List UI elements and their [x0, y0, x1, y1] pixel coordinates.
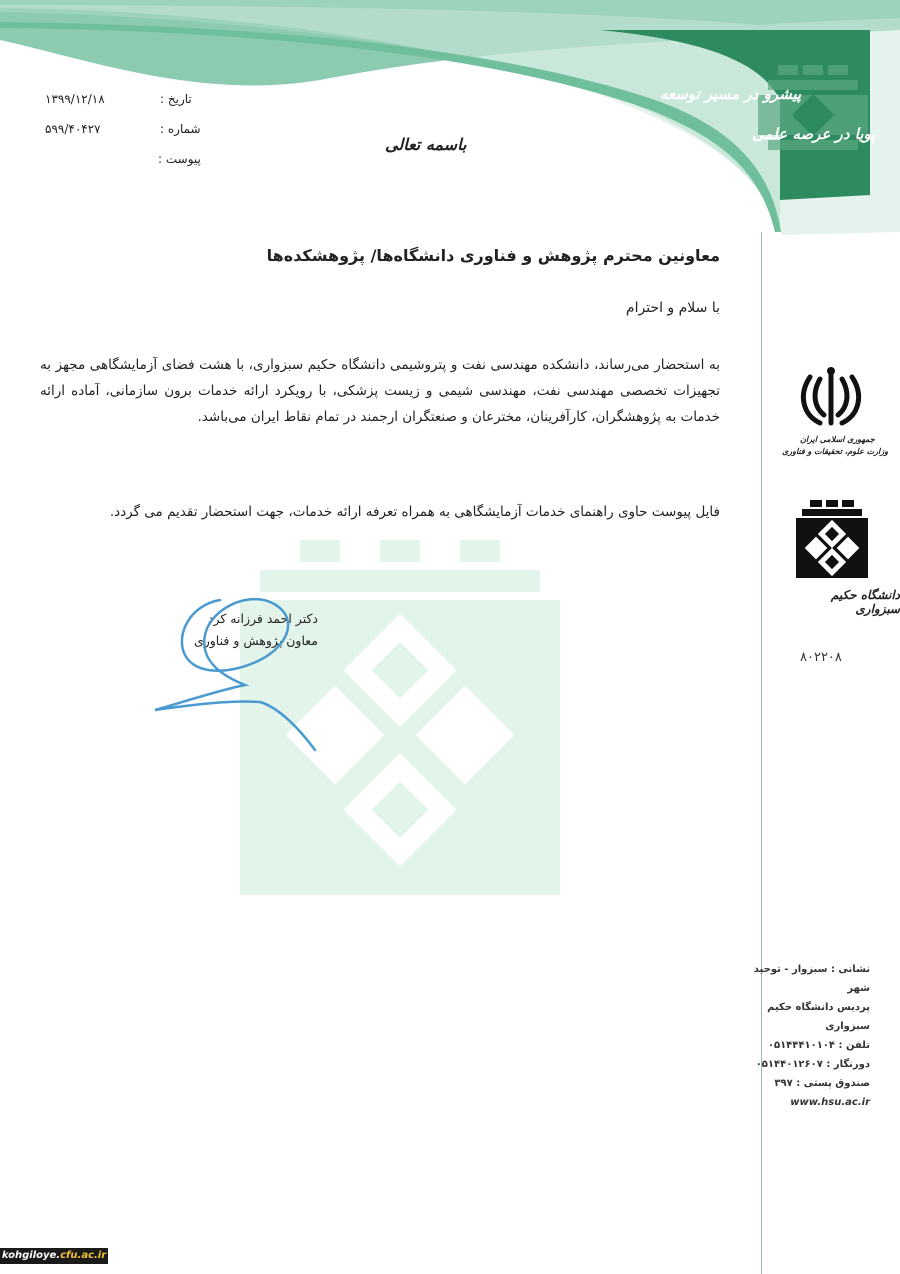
slogan-line1: پیشرو در مسیر توسعه [660, 85, 802, 103]
address-line1: نشانی : سبزوار - توحید شهر [753, 964, 870, 994]
address-line2: پردیس دانشگاه حکیم سبزواری [767, 1002, 870, 1032]
site-badge[interactable] [0, 1248, 108, 1264]
fax: دورنگار : ۰۵۱۴۴۰۱۲۶۰۷ [755, 1059, 870, 1070]
attachment-label: پیوست : [158, 152, 201, 166]
university-name: دانشگاه حکیم سبزواری [830, 588, 900, 616]
badge-accent: cfu.ac.ir [60, 1250, 107, 1261]
date-value: ۱۳۹۹/۱۲/۱۸ [45, 92, 105, 106]
signatory-title: معاون پژوهش و فناوری [193, 633, 318, 648]
university-logo [796, 500, 868, 578]
footer-address [730, 960, 870, 1112]
number-value: ۵۹۹/۴۰۴۲۷ [45, 122, 101, 136]
phone: تلفن : ۰۵۱۴۴۴۱۰۱۰۴ [767, 1040, 870, 1051]
recipient-heading: معاونین محترم پژوهش و فناوری دانشگاه‌ها/ پژوهشکده‌ها [266, 246, 720, 265]
sidebar-divider [761, 232, 762, 1274]
po-box: صندوق پستی : ۳۹۷ [774, 1078, 870, 1089]
ministry-line1: جمهوری اسلامی ایران [800, 435, 875, 444]
basmala: باسمه تعالی [385, 135, 467, 154]
badge-main: kohgiloye. [1, 1250, 61, 1261]
attachment-note: فایل پیوست حاوی راهنمای خدمات آزمایشگاهی به همراه تعرفه ارائه خدمات، جهت استحضار تقدیم می گردد. [109, 504, 720, 520]
slogan-line2: پویا در عرصه علمی [752, 125, 876, 143]
greeting: با سلام و احترام [625, 300, 720, 316]
ministry-line2: وزارت علوم، تحقیقات و فناوری [782, 447, 888, 456]
website-url[interactable]: www.hsu.ac.ir [790, 1097, 870, 1108]
handwritten-signature [150, 590, 350, 760]
number-label: شماره : [160, 122, 201, 136]
body-paragraph: به استحضار می‌رساند، دانشکده مهندسی نفت و پتروشیمی دانشگاه حکیم سبزواری، با هشت فضای آزمایشگاهی مجهز به تجهیزات تخصصی مهندسی نفت، مهندسی شیمی و زیست پزشکی، با رویکرد ارائه خدمات برون سازمانی، آماده ارائه خدمات به پژوهشگران، کارآفرینان، مخترعان و صنعتگران ارجمند در تمام نقاط ایران می‌باشد. [40, 357, 720, 425]
iran-emblem-icon [798, 365, 864, 431]
letter-code: ۸۰۲۲۰۸ [800, 650, 842, 665]
date-label: تاریخ : [160, 92, 192, 106]
university-header-logo [758, 60, 868, 170]
signatory-name: دکتر احمد فرزانه کرد [207, 611, 318, 626]
